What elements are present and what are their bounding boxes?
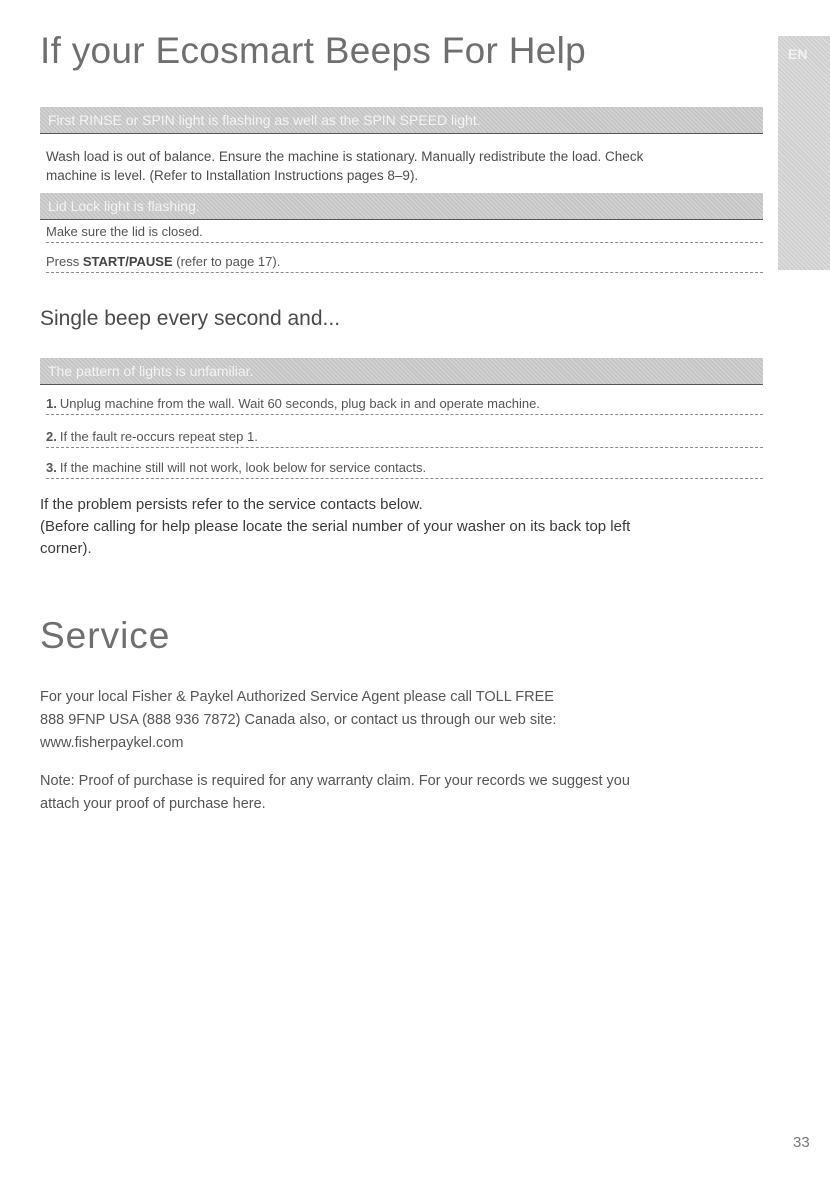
fault-bar-pattern: The pattern of lights is unfamiliar. [40, 358, 763, 384]
persist-note [40, 494, 760, 560]
fault-bar-lid-lock: Lid Lock light is flashing. [40, 193, 763, 219]
language-tab [778, 36, 830, 270]
instruction-suffix: (refer to page 17). [172, 254, 281, 269]
step-item [46, 460, 763, 479]
divider [40, 133, 763, 134]
service-contact [40, 686, 760, 755]
fault-description-line2: machine is level. (Refer to Installation Instructions pages 8–9). [46, 168, 419, 183]
persist-line3: corner). [40, 540, 92, 557]
start-pause-label: START/PAUSE [82, 254, 173, 269]
instruction-prefix: Press [46, 254, 83, 269]
lid-instruction: Make sure the lid is closed. [46, 224, 763, 243]
divider [40, 219, 763, 220]
step-item [46, 429, 763, 448]
section-heading: Single beep every second and... [40, 307, 341, 330]
service-line2: 888 9FNP USA (888 936 7872) Canada also, or contact us through our web site: [40, 712, 557, 728]
language-label: EN [788, 46, 808, 62]
step-text: If the fault re-occurs repeat step 1. [59, 429, 258, 444]
divider [40, 384, 763, 385]
fault-description [46, 147, 758, 185]
step-number: 1. [46, 396, 57, 411]
persist-line2: (Before calling for help please locate the serial number of your washer on its back top left [40, 518, 631, 535]
note-line1: Note: Proof of purchase is required for any warranty claim. For your records we suggest you [40, 773, 630, 789]
service-title: Service [40, 615, 171, 656]
fault-bar-rinse-spin: First RINSE or SPIN light is flashing as well as the SPIN SPEED light. [40, 107, 763, 133]
step-text: If the machine still will not work, look below for service contacts. [59, 460, 427, 475]
fault-description-line1: Wash load is out of balance. Ensure the machine is stationary. Manually redistribute the load. Check [46, 149, 644, 164]
step-item [46, 396, 763, 415]
service-website-link[interactable]: www.fisherpaykel.com [40, 735, 184, 751]
page-number: 33 [793, 1134, 810, 1151]
service-line1: For your local Fisher & Paykel Authorized Service Agent please call TOLL FREE [40, 689, 554, 705]
start-pause-instruction [46, 254, 763, 273]
step-text: Unplug machine from the wall. Wait 60 seconds, plug back in and operate machine. [59, 396, 540, 411]
note-line2: attach your proof of purchase here. [40, 796, 266, 812]
step-number: 3. [46, 460, 57, 475]
step-number: 2. [46, 429, 57, 444]
page-title: If your Ecosmart Beeps For Help [40, 30, 586, 71]
warranty-note [40, 770, 760, 816]
persist-line1: If the problem persists refer to the service contacts below. [40, 496, 423, 513]
